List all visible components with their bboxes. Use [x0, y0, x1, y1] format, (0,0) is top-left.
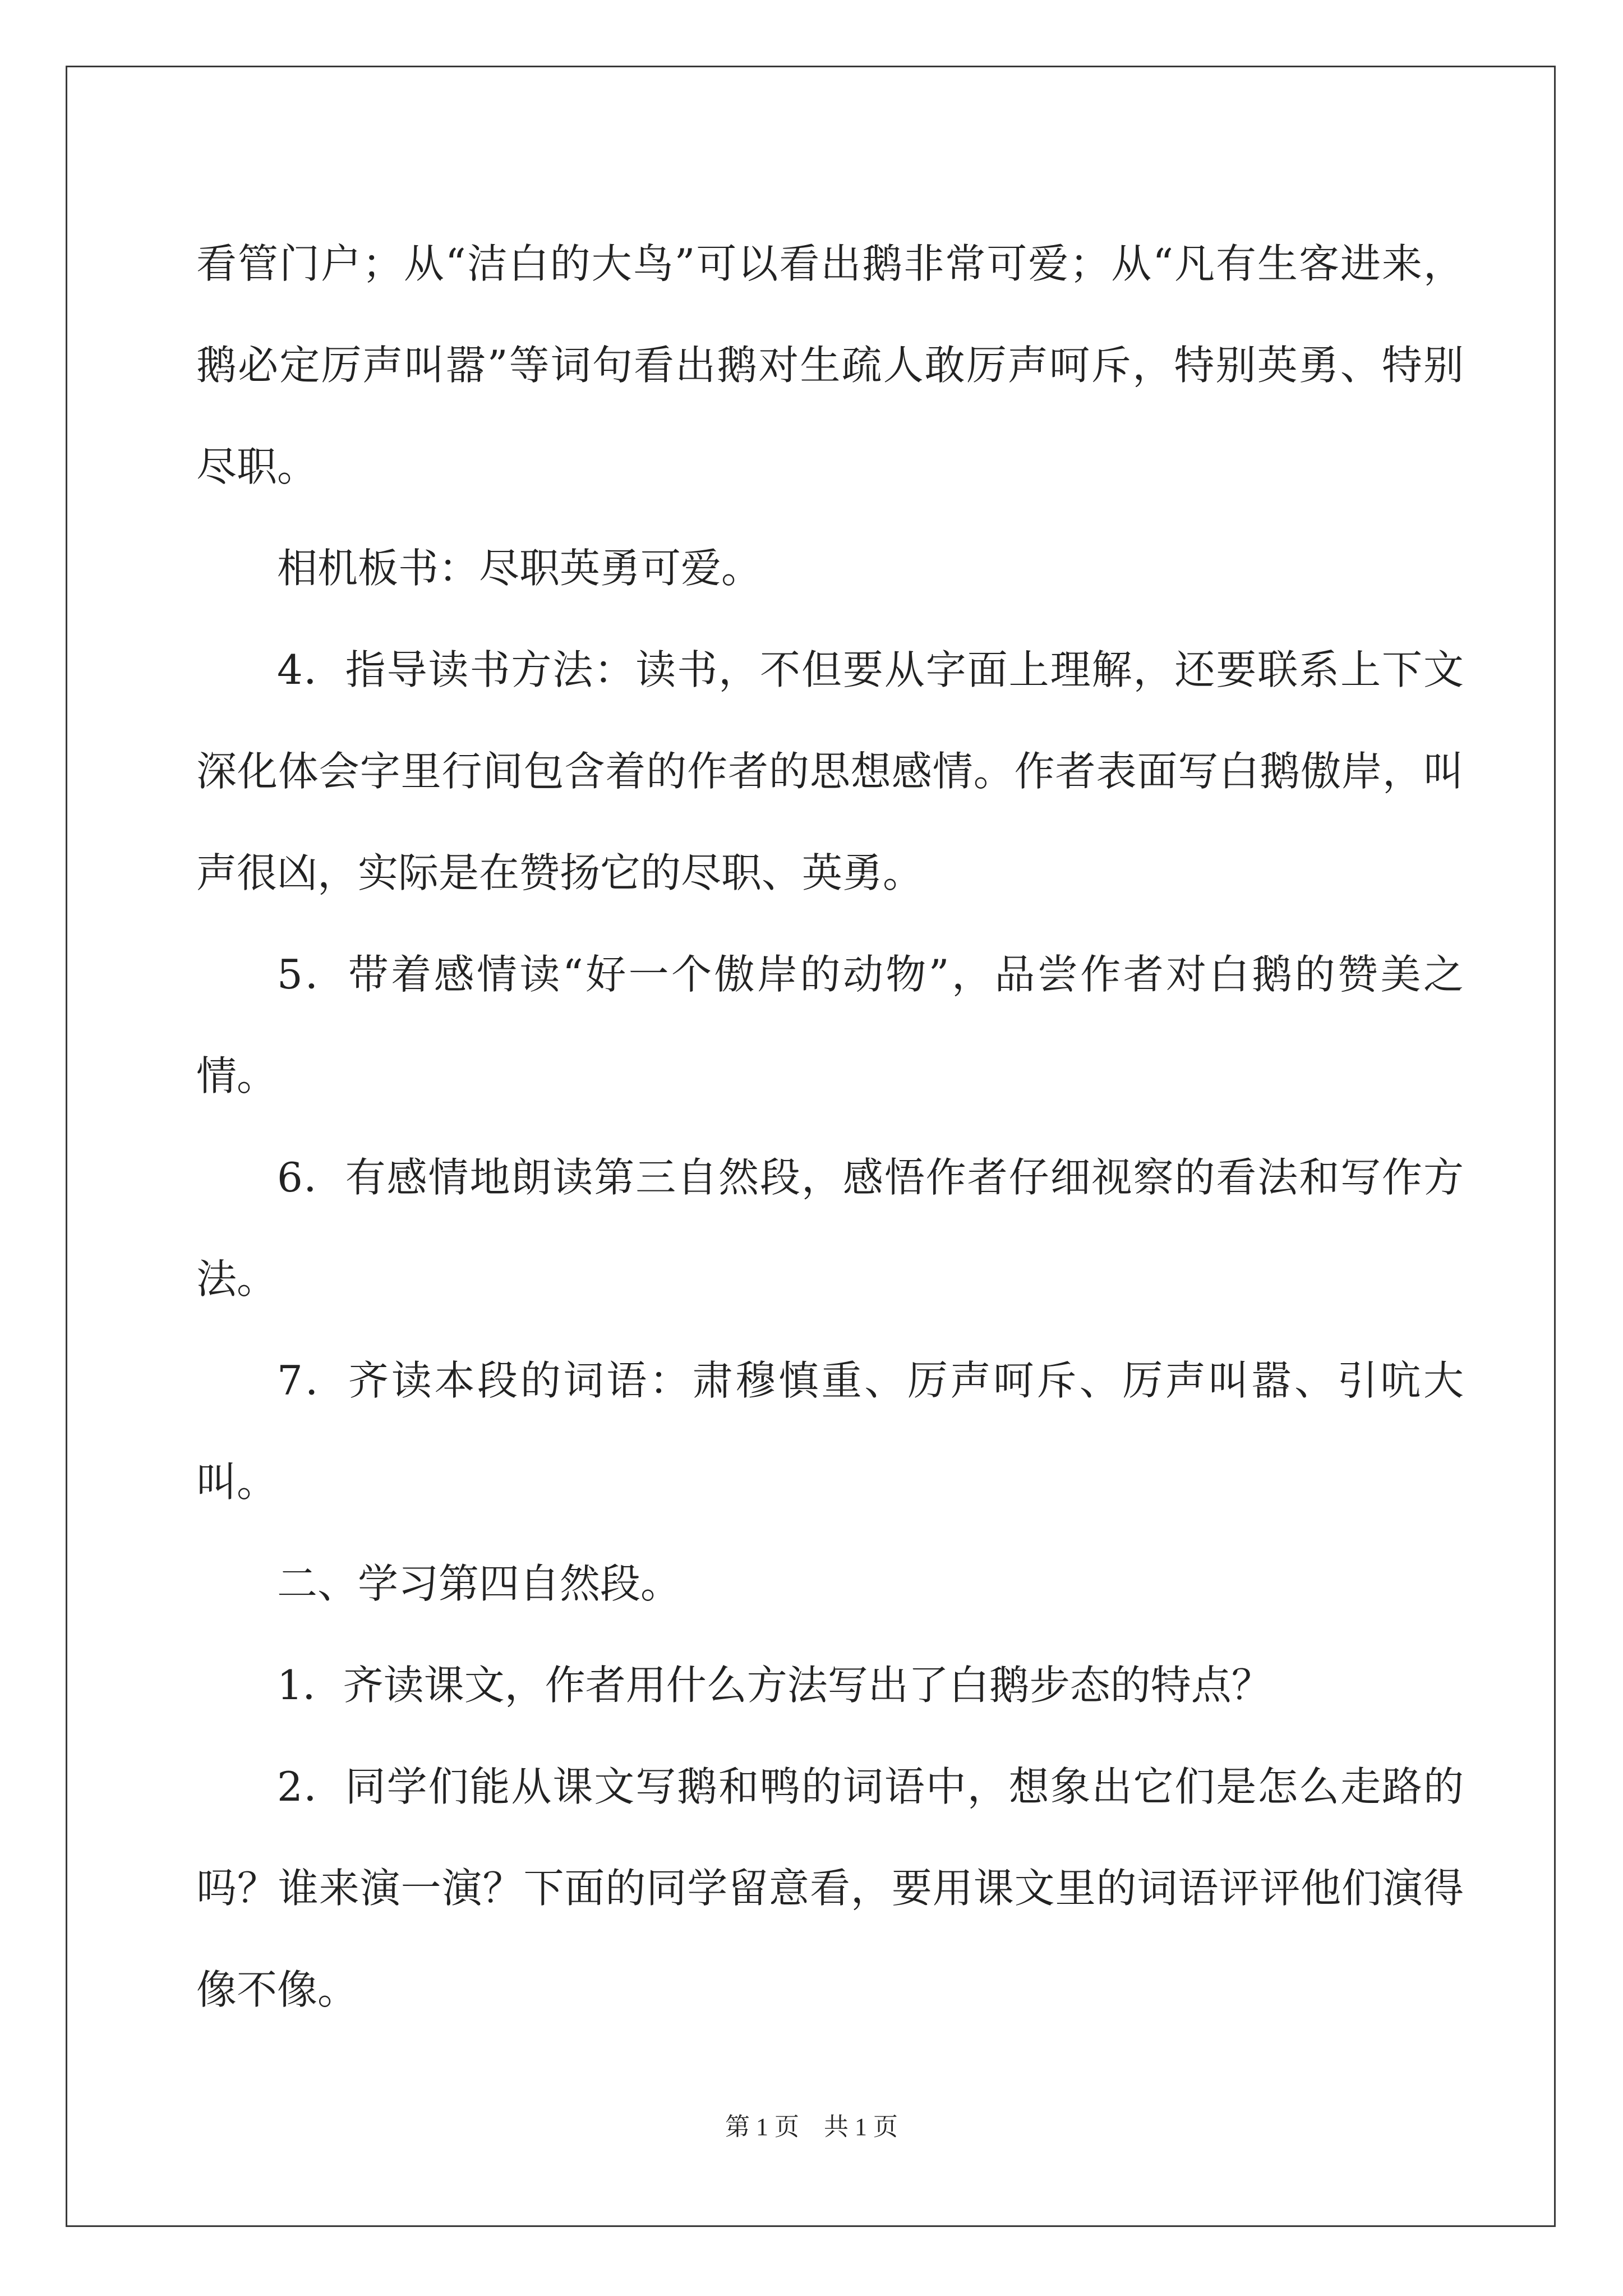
paragraph: 1．齐读课文，作者用什么方法写出了白鹅步态的特点？	[277, 1662, 1272, 1709]
paragraph: 7．齐读本段的词语：肃穆慎重、厉声呵斥、厉声叫嚣、引吭大叫。	[196, 1357, 1464, 1506]
paragraph: 二、学习第四自然段。	[277, 1560, 681, 1607]
paragraph: 看管门户；从“洁白的大鸟”可以看出鹅非常可爱；从“凡有生客进来，鹅必定厉声叫嚣”等词句看出鹅对生疏人敢厉声呵斥，特别英勇、特别尽职。	[196, 240, 1464, 490]
paragraph: 2．同学们能从课文写鹅和鸭的词语中，想象出它们是怎么走路的吗？谁来演一演？下面的同学留意看，要用课文里的词语评评他们演得像不像。	[196, 1763, 1464, 2013]
paragraph: 5．带着感情读“好一个傲岸的动物”，品尝作者对白鹅的赞美之情。	[196, 951, 1464, 1099]
document-body	[196, 213, 1464, 2041]
page-footer: 第 1 页 共 1 页	[725, 2113, 898, 2141]
paragraph: 6．有感情地朗读第三自然段，感悟作者仔细视察的看法和写作方法。	[196, 1154, 1464, 1303]
paragraph: 4．指导读书方法：读书，不但要从字面上理解，还要联系上下文深化体会字里行间包含着的作者的思想感情。作者表面写白鹅傲岸，叫声很凶，实际是在赞扬它的尽职、英勇。	[196, 646, 1464, 896]
paragraph: 相机板书：尽职英勇可爱。	[277, 545, 762, 592]
